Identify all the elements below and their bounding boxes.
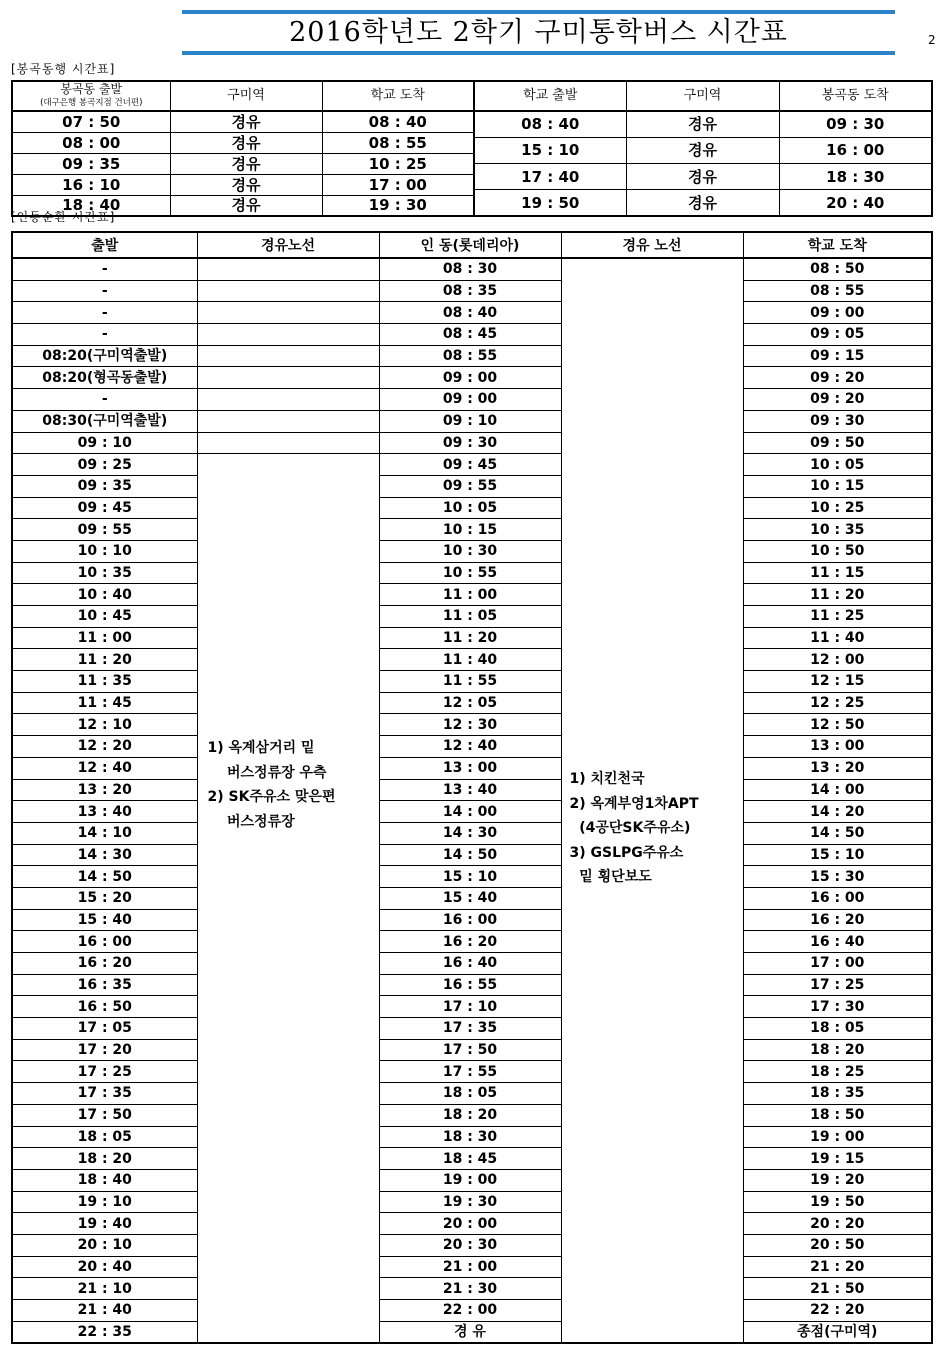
depart-cell: 17 : 50 [12, 1104, 197, 1126]
school-via-cell: 경유 [626, 111, 779, 137]
indong-cell: 08 : 55 [379, 345, 561, 367]
header-depart-school: 학교 출발 [474, 81, 626, 111]
table-row [12, 671, 932, 693]
indong-cell: 10 : 55 [379, 562, 561, 584]
depart-cell: 11 : 20 [12, 649, 197, 671]
indong-cell: 11 : 55 [379, 671, 561, 693]
table-header-row [12, 232, 932, 258]
table-row [12, 1213, 932, 1235]
indong-cell: 13 : 00 [379, 757, 561, 779]
bonggok-via-cell: 경유 [170, 153, 322, 174]
arrive-cell: 12 : 25 [743, 692, 932, 714]
arrive-cell: 16 : 20 [743, 909, 932, 931]
table-row [12, 996, 932, 1018]
indong-cell: 08 : 40 [379, 302, 561, 324]
arrive-cell: 종점(구미역) [743, 1321, 932, 1343]
depart-cell: 09 : 25 [12, 454, 197, 476]
depart-cell: 17 : 05 [12, 1018, 197, 1040]
arrive-cell: 12 : 15 [743, 671, 932, 693]
arrive-cell: 09 : 50 [743, 432, 932, 454]
depart-cell: 13 : 20 [12, 779, 197, 801]
arrive-cell: 09 : 15 [743, 345, 932, 367]
school-arrive-cell: 16 : 00 [779, 137, 932, 163]
depart-cell: 09 : 10 [12, 432, 197, 454]
depart-cell: 11 : 35 [12, 671, 197, 693]
arrive-cell: 08 : 55 [743, 280, 932, 302]
arrive-cell: 11 : 20 [743, 584, 932, 606]
table-row [12, 974, 932, 996]
depart-cell: 18 : 05 [12, 1126, 197, 1148]
page-number: 2 [928, 33, 936, 47]
indong-cell: 20 : 30 [379, 1234, 561, 1256]
arrive-cell: 17 : 00 [743, 953, 932, 975]
indong-cell: 10 : 05 [379, 497, 561, 519]
table-row [12, 410, 932, 432]
arrive-cell: 09 : 30 [743, 410, 932, 432]
indong-cell: 08 : 35 [379, 280, 561, 302]
header-route-1: 경유노선 [197, 232, 379, 258]
depart-cell: - [12, 302, 197, 324]
table-row [12, 475, 932, 497]
table-row [12, 367, 932, 389]
indong-cell: 22 : 00 [379, 1300, 561, 1322]
arrive-cell: 10 : 25 [743, 497, 932, 519]
indong-cell: 09 : 45 [379, 454, 561, 476]
table-row [12, 1169, 932, 1191]
depart-cell: 08:30(구미역출발) [12, 410, 197, 432]
arrive-cell: 19 : 20 [743, 1169, 932, 1191]
indong-cell: 20 : 00 [379, 1213, 561, 1235]
depart-cell: 16 : 20 [12, 953, 197, 975]
indong-cell: 10 : 15 [379, 519, 561, 541]
indong-cell: 09 : 00 [379, 389, 561, 411]
indong-cell: 18 : 45 [379, 1148, 561, 1170]
arrive-cell: 16 : 00 [743, 887, 932, 909]
table-row [12, 822, 932, 844]
bonggok-arrive-cell: 19 : 30 [322, 195, 474, 216]
indong-cell: 13 : 40 [379, 779, 561, 801]
table-row [12, 280, 932, 302]
bonggok-depart-cell: 09 : 35 [12, 153, 170, 174]
depart-cell: 16 : 50 [12, 996, 197, 1018]
depart-cell: - [12, 258, 197, 280]
indong-cell: 09 : 30 [379, 432, 561, 454]
arrive-cell: 12 : 50 [743, 714, 932, 736]
bonggok-via-cell: 경유 [170, 132, 322, 153]
depart-cell: 10 : 40 [12, 584, 197, 606]
indong-cell: 17 : 55 [379, 1061, 561, 1083]
depart-cell: 09 : 35 [12, 475, 197, 497]
table-row [12, 757, 932, 779]
indong-cell: 17 : 35 [379, 1018, 561, 1040]
arrive-cell: 17 : 25 [743, 974, 932, 996]
indong-cell: 18 : 05 [379, 1083, 561, 1105]
school-arrive-cell: 18 : 30 [779, 164, 932, 190]
title-bar-top [182, 10, 895, 14]
header-arrive-school: 학교 도착 [322, 81, 474, 111]
indong-cell: 경 유 [379, 1321, 561, 1343]
table-row [12, 887, 932, 909]
school-depart-cell: 17 : 40 [474, 164, 626, 190]
header-arrive-school: 학교 도착 [743, 232, 932, 258]
table-row [12, 540, 932, 562]
arrive-cell: 11 : 15 [743, 562, 932, 584]
table-row [12, 562, 932, 584]
indong-cell: 21 : 00 [379, 1256, 561, 1278]
arrive-cell: 13 : 20 [743, 757, 932, 779]
table-row [12, 1126, 932, 1148]
table-row [12, 1039, 932, 1061]
timetable-subrow [12, 111, 932, 116]
route-2-cell [561, 258, 743, 1343]
arrive-cell: 09 : 00 [743, 302, 932, 324]
table-header-row [12, 81, 932, 111]
indong-cell: 12 : 05 [379, 692, 561, 714]
table-row [12, 866, 932, 888]
arrive-cell: 15 : 30 [743, 866, 932, 888]
route-1-empty-cell [197, 258, 379, 280]
depart-cell: 18 : 40 [12, 1169, 197, 1191]
indong-cell: 15 : 40 [379, 887, 561, 909]
table-row [12, 1191, 932, 1213]
indong-cell: 15 : 10 [379, 866, 561, 888]
arrive-cell: 15 : 10 [743, 844, 932, 866]
route-1-empty-cell [197, 410, 379, 432]
table-row [12, 627, 932, 649]
table-row [12, 324, 932, 346]
section-label-bonggok: [봉곡동행 시간표] [11, 62, 116, 76]
arrive-cell: 18 : 25 [743, 1061, 932, 1083]
depart-cell: 13 : 40 [12, 801, 197, 823]
indong-cell: 09 : 55 [379, 475, 561, 497]
bonggok-arrive-cell: 17 : 00 [322, 174, 474, 195]
table-row [12, 497, 932, 519]
depart-cell: 17 : 25 [12, 1061, 197, 1083]
table-row [12, 606, 932, 628]
route-1-text: 1) 옥계삼거리 밑 버스정류장 우측 2) SK주유소 맞은편 버스정류장 [207, 740, 336, 830]
arrive-cell: 14 : 20 [743, 801, 932, 823]
indong-cell: 16 : 20 [379, 931, 561, 953]
depart-cell: 20 : 10 [12, 1234, 197, 1256]
arrive-cell: 09 : 20 [743, 389, 932, 411]
depart-cell: - [12, 389, 197, 411]
depart-cell: 10 : 45 [12, 606, 197, 628]
arrive-cell: 18 : 20 [743, 1039, 932, 1061]
table-row [12, 1018, 932, 1040]
route-1-empty-cell [197, 345, 379, 367]
table-row [12, 519, 932, 541]
depart-cell: 10 : 35 [12, 562, 197, 584]
table-row [12, 302, 932, 324]
table-row [12, 1061, 932, 1083]
indong-cell: 14 : 30 [379, 822, 561, 844]
indong-cell: 08 : 45 [379, 324, 561, 346]
arrive-cell: 17 : 30 [743, 996, 932, 1018]
arrive-cell: 14 : 50 [743, 822, 932, 844]
arrive-cell: 10 : 05 [743, 454, 932, 476]
indong-cell: 08 : 30 [379, 258, 561, 280]
route-1-empty-cell [197, 302, 379, 324]
bonggok-via-cell: 경유 [170, 174, 322, 195]
route-1-empty-cell [197, 324, 379, 346]
bonggok-arrive-cell: 08 : 40 [322, 111, 474, 132]
bonggok-depart-cell: 07 : 50 [12, 111, 170, 132]
school-depart-cell: 08 : 40 [474, 111, 626, 137]
depart-cell: 14 : 30 [12, 844, 197, 866]
bonggok-arrive-cell: 10 : 25 [322, 153, 474, 174]
depart-cell: 16 : 35 [12, 974, 197, 996]
depart-cell: 19 : 10 [12, 1191, 197, 1213]
section-label-indong: [인동순환 시간표] [11, 210, 116, 224]
indong-cell: 12 : 40 [379, 736, 561, 758]
header-depart-main: 봉곡동 출발 [60, 82, 123, 96]
depart-cell: 18 : 20 [12, 1148, 197, 1170]
depart-cell: 14 : 50 [12, 866, 197, 888]
table-row [12, 1321, 932, 1343]
arrive-cell: 09 : 05 [743, 324, 932, 346]
arrive-cell: 20 : 50 [743, 1234, 932, 1256]
depart-cell: 08:20(형곡동출발) [12, 367, 197, 389]
header-arrive-bonggok: 봉곡동 도착 [779, 81, 932, 111]
table-row [12, 736, 932, 758]
school-via-cell: 경유 [626, 164, 779, 190]
arrive-cell: 22 : 20 [743, 1300, 932, 1322]
arrive-cell: 10 : 15 [743, 475, 932, 497]
indong-cell: 10 : 30 [379, 540, 561, 562]
page-title: 2016학년도 2학기 구미통학버스 시간표 [289, 17, 788, 48]
school-depart-cell: 15 : 10 [474, 137, 626, 163]
arrive-cell: 09 : 20 [743, 367, 932, 389]
table-row [12, 345, 932, 367]
depart-cell: 22 : 35 [12, 1321, 197, 1343]
table-row [12, 931, 932, 953]
depart-cell: 10 : 10 [12, 540, 197, 562]
bonggok-depart-cell: 08 : 00 [12, 132, 170, 153]
indong-cell: 18 : 20 [379, 1104, 561, 1126]
bonggok-via-cell: 경유 [170, 111, 322, 132]
table-row [12, 1278, 932, 1300]
depart-cell: 09 : 45 [12, 497, 197, 519]
depart-cell: 16 : 00 [12, 931, 197, 953]
indong-cell: 14 : 50 [379, 844, 561, 866]
table-row [12, 649, 932, 671]
indong-cell: 11 : 00 [379, 584, 561, 606]
depart-cell: 11 : 45 [12, 692, 197, 714]
depart-cell: 19 : 40 [12, 1213, 197, 1235]
bonggok-timetable [11, 80, 933, 217]
school-arrive-cell: 09 : 30 [779, 111, 932, 137]
indong-cell: 19 : 00 [379, 1169, 561, 1191]
bonggok-depart-cell: 18 : 40 [12, 195, 170, 216]
table-row [12, 432, 932, 454]
indong-cell: 16 : 40 [379, 953, 561, 975]
table-row [12, 1256, 932, 1278]
table-row [12, 389, 932, 411]
depart-cell: - [12, 324, 197, 346]
depart-cell: 21 : 10 [12, 1278, 197, 1300]
depart-cell: 20 : 40 [12, 1256, 197, 1278]
depart-cell: 14 : 10 [12, 822, 197, 844]
indong-cell: 21 : 30 [379, 1278, 561, 1300]
indong-cell: 11 : 40 [379, 649, 561, 671]
school-arrive-cell: 20 : 40 [779, 190, 932, 216]
bonggok-depart-cell: 16 : 10 [12, 174, 170, 195]
header-depart-sub: (대구은행 봉곡지점 건너편) [40, 98, 143, 108]
table-row [12, 1104, 932, 1126]
arrive-cell: 08 : 50 [743, 258, 932, 280]
table-row [12, 714, 932, 736]
table-row [12, 953, 932, 975]
header-indong: 인 동(롯데리아) [379, 232, 561, 258]
title-bar-bottom [182, 51, 895, 55]
indong-cell: 16 : 00 [379, 909, 561, 931]
arrive-cell: 20 : 20 [743, 1213, 932, 1235]
depart-cell: - [12, 280, 197, 302]
table-row [12, 779, 932, 801]
route-1-empty-cell [197, 432, 379, 454]
indong-cell: 12 : 30 [379, 714, 561, 736]
arrive-cell: 11 : 25 [743, 606, 932, 628]
table-row [12, 1300, 932, 1322]
indong-cell: 09 : 10 [379, 410, 561, 432]
depart-cell: 15 : 20 [12, 887, 197, 909]
route-1-empty-cell [197, 367, 379, 389]
arrive-cell: 10 : 50 [743, 540, 932, 562]
indong-cell: 11 : 20 [379, 627, 561, 649]
arrive-cell: 19 : 15 [743, 1148, 932, 1170]
table-row [12, 454, 932, 476]
school-via-cell: 경유 [626, 137, 779, 163]
depart-cell: 17 : 20 [12, 1039, 197, 1061]
table-row [12, 844, 932, 866]
arrive-cell: 11 : 40 [743, 627, 932, 649]
depart-cell: 09 : 55 [12, 519, 197, 541]
indong-cell: 14 : 00 [379, 801, 561, 823]
depart-cell: 12 : 40 [12, 757, 197, 779]
arrive-cell: 16 : 40 [743, 931, 932, 953]
table-row [12, 584, 932, 606]
depart-cell: 12 : 10 [12, 714, 197, 736]
indong-cell: 19 : 30 [379, 1191, 561, 1213]
bonggok-via-cell: 경유 [170, 195, 322, 216]
table-row [12, 801, 932, 823]
table-row [12, 909, 932, 931]
arrive-cell: 14 : 00 [743, 779, 932, 801]
header-route-2: 경유 노선 [561, 232, 743, 258]
arrive-cell: 12 : 00 [743, 649, 932, 671]
arrive-cell: 10 : 35 [743, 519, 932, 541]
arrive-cell: 19 : 00 [743, 1126, 932, 1148]
arrive-cell: 18 : 35 [743, 1083, 932, 1105]
arrive-cell: 19 : 50 [743, 1191, 932, 1213]
bonggok-arrive-cell: 08 : 55 [322, 132, 474, 153]
header-gumi-station-2: 구미역 [626, 81, 779, 111]
header-bonggok-depart [12, 81, 170, 111]
depart-cell: 12 : 20 [12, 736, 197, 758]
arrive-cell: 18 : 05 [743, 1018, 932, 1040]
indong-cell: 11 : 05 [379, 606, 561, 628]
depart-cell: 17 : 35 [12, 1083, 197, 1105]
indong-cell: 17 : 10 [379, 996, 561, 1018]
depart-cell: 15 : 40 [12, 909, 197, 931]
table-row [12, 1083, 932, 1105]
route-1-cell [197, 454, 379, 1344]
indong-cell: 18 : 30 [379, 1126, 561, 1148]
depart-cell: 11 : 00 [12, 627, 197, 649]
indong-cell: 09 : 00 [379, 367, 561, 389]
depart-cell: 21 : 40 [12, 1300, 197, 1322]
arrive-cell: 21 : 50 [743, 1278, 932, 1300]
route-1-empty-cell [197, 280, 379, 302]
indong-cell: 17 : 50 [379, 1039, 561, 1061]
arrive-cell: 13 : 00 [743, 736, 932, 758]
route-1-empty-cell [197, 389, 379, 411]
header-gumi-station: 구미역 [170, 81, 322, 111]
route-2-text: 1) 치킨천국 2) 옥계부영1차APT (4공단SK주유소) 3) GSLPG주유소 밑 횡단보도 [569, 771, 699, 885]
school-via-cell: 경유 [626, 190, 779, 216]
arrive-cell: 18 : 50 [743, 1104, 932, 1126]
depart-cell: 08:20(구미역출발) [12, 345, 197, 367]
table-row [12, 1234, 932, 1256]
arrive-cell: 21 : 20 [743, 1256, 932, 1278]
indong-cell: 16 : 55 [379, 974, 561, 996]
indong-loop-timetable [11, 231, 933, 1344]
table-row [12, 1148, 932, 1170]
school-depart-cell: 19 : 50 [474, 190, 626, 216]
header-depart: 출발 [12, 232, 197, 258]
table-row [12, 258, 932, 280]
table-row [12, 692, 932, 714]
